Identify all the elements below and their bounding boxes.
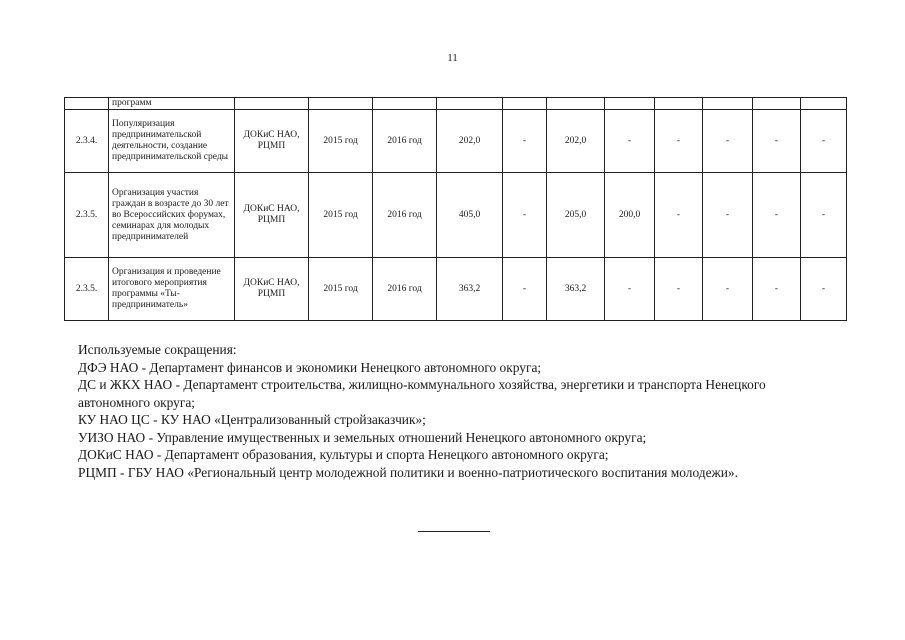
table-row — [65, 98, 847, 110]
table-cell: - — [655, 258, 703, 321]
table-cell: 200,0 — [605, 173, 655, 258]
table-cell — [65, 98, 109, 110]
table-cell — [309, 98, 373, 110]
table-cell: - — [801, 258, 847, 321]
end-rule — [418, 531, 490, 532]
table-cell — [703, 98, 753, 110]
table-cell: программ — [109, 98, 235, 110]
abbreviation-line: КУ НАО ЦС - КУ НАО «Централизованный стройзаказчик»; — [78, 412, 426, 427]
table-cell: Организация участия граждан в возрасте до 30 лет во Всероссийских форумах, семинарах для молодых предпринимателей — [109, 173, 235, 258]
table-cell: 202,0 — [547, 110, 605, 173]
table-cell — [605, 98, 655, 110]
table-row — [65, 258, 847, 321]
table-cell: 405,0 — [437, 173, 503, 258]
table-cell: ДОКиС НАО, РЦМП — [235, 110, 309, 173]
table-cell: - — [801, 110, 847, 173]
table-cell: - — [753, 110, 801, 173]
table-cell: 2016 год — [373, 258, 437, 321]
abbreviation-line: ДФЭ НАО - Департамент финансов и экономики Ненецкого автономного округа; — [78, 359, 542, 375]
table-cell: - — [801, 173, 847, 258]
table-cell: ДОКиС НАО, РЦМП — [235, 173, 309, 258]
table-cell — [753, 98, 801, 110]
abbreviation-line: ДС и ЖКХ НАО - Департамент строительства, жилищно-коммунального хозяйства, энергетики и транспорта Ненецкого автономного округа; — [78, 377, 766, 410]
table-cell: - — [703, 173, 753, 258]
table-cell — [373, 98, 437, 110]
abbreviation-line: УИЗО НАО - Управление имущественных и земельных отношений Ненецкого автономного округа; — [78, 429, 647, 445]
table-cell: - — [703, 110, 753, 173]
table-cell: - — [503, 258, 547, 321]
table-cell: - — [605, 258, 655, 321]
table-cell: 202,0 — [437, 110, 503, 173]
abbreviations-heading: Используемые сокращения: — [78, 342, 237, 357]
table-cell: - — [655, 110, 703, 173]
table-cell: 363,2 — [437, 258, 503, 321]
table-row — [65, 173, 847, 258]
table-cell: Популяризация предпринимательской деятельности, создание предпринимательской среды — [109, 110, 235, 173]
table-row — [65, 110, 847, 173]
table-cell: - — [753, 258, 801, 321]
table-cell: 2015 год — [309, 173, 373, 258]
table-cell: 205,0 — [547, 173, 605, 258]
table-cell — [437, 98, 503, 110]
table-cell: 2015 год — [309, 258, 373, 321]
abbreviations-list — [78, 359, 838, 482]
table-cell: - — [503, 110, 547, 173]
table-cell — [547, 98, 605, 110]
table-cell: - — [503, 173, 547, 258]
page-number: 11 — [447, 52, 458, 64]
table-cell: 2.3.5. — [65, 258, 109, 321]
table-cell: - — [753, 173, 801, 258]
table-cell: - — [655, 173, 703, 258]
table-cell: 2.3.4. — [65, 110, 109, 173]
table-cell — [503, 98, 547, 110]
table-cell: - — [605, 110, 655, 173]
table-cell: ДОКиС НАО, РЦМП — [235, 258, 309, 321]
abbreviations-block — [78, 341, 838, 481]
table-cell: 2015 год — [309, 110, 373, 173]
table-body — [65, 98, 847, 321]
table-cell — [655, 98, 703, 110]
table-cell: 2016 год — [373, 173, 437, 258]
table-cell: Организация и проведение итогового мероприятия программы «Ты-предприниматель» — [109, 258, 235, 321]
table-cell: 2016 год — [373, 110, 437, 173]
table-cell: 363,2 — [547, 258, 605, 321]
abbreviation-line: РЦМП - ГБУ НАО «Региональный центр молодежной политики и военно-патриотического воспитания молодежи». — [78, 464, 738, 480]
table-cell: - — [703, 258, 753, 321]
abbreviation-line: ДОКиС НАО - Департамент образования, культуры и спорта Ненецкого автономного округа; — [78, 447, 609, 462]
table-cell: 2.3.5. — [65, 173, 109, 258]
table-cell — [801, 98, 847, 110]
table-cell — [235, 98, 309, 110]
program-table — [64, 97, 847, 321]
